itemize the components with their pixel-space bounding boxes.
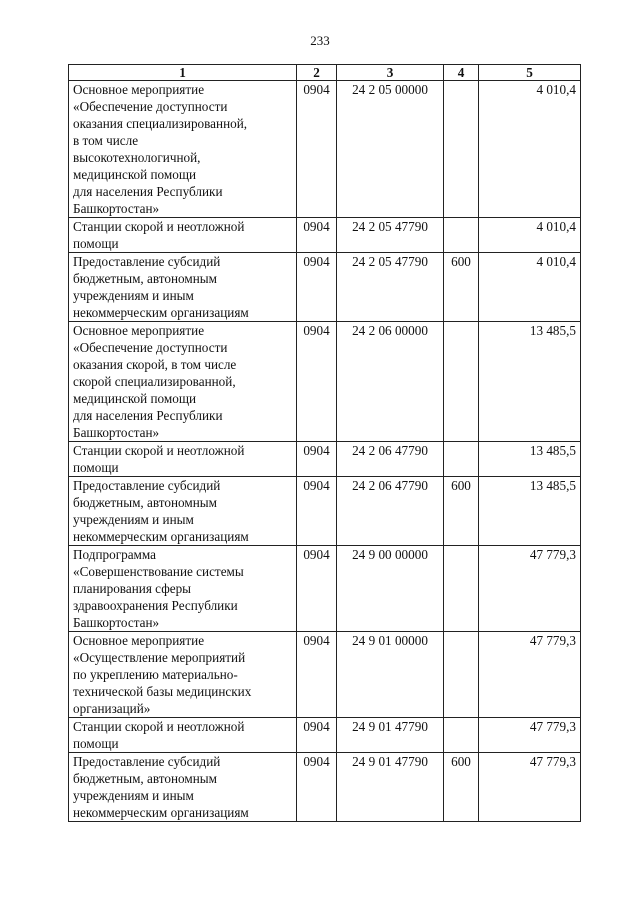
row-csr-cell: 24 2 06 47790 bbox=[337, 477, 444, 546]
col-header-vr: 4 bbox=[444, 65, 479, 81]
row-sum-cell: 13 485,5 bbox=[479, 322, 581, 442]
table-body bbox=[69, 81, 581, 822]
row-vr-cell bbox=[444, 81, 479, 218]
row-sum-cell: 13 485,5 bbox=[479, 442, 581, 477]
row-vr-cell bbox=[444, 322, 479, 442]
row-vr-cell bbox=[444, 218, 479, 253]
row-section-cell: 0904 bbox=[297, 546, 337, 632]
row-name-cell: Подпрограмма «Совершенствование системы планирования сферы здравоохранения Республики Башкортостан» bbox=[69, 546, 297, 632]
table-header-row bbox=[69, 65, 581, 81]
row-section-cell: 0904 bbox=[297, 81, 337, 218]
row-section-cell: 0904 bbox=[297, 253, 337, 322]
row-csr-cell: 24 2 05 00000 bbox=[337, 81, 444, 218]
row-section-cell: 0904 bbox=[297, 718, 337, 753]
table-row bbox=[69, 442, 581, 477]
row-sum-cell: 47 779,3 bbox=[479, 546, 581, 632]
table-row bbox=[69, 718, 581, 753]
row-vr-cell: 600 bbox=[444, 753, 479, 822]
table-row bbox=[69, 477, 581, 546]
table-row bbox=[69, 322, 581, 442]
row-name-cell: Предоставление субсидий бюджетным, автономным учреждениям и иным некоммерческим организациям bbox=[69, 753, 297, 822]
table-row bbox=[69, 253, 581, 322]
row-csr-cell: 24 9 00 00000 bbox=[337, 546, 444, 632]
row-sum-cell: 13 485,5 bbox=[479, 477, 581, 546]
row-csr-cell: 24 2 06 00000 bbox=[337, 322, 444, 442]
row-name-cell: Станции скорой и неотложной помощи bbox=[69, 442, 297, 477]
row-name-cell: Станции скорой и неотложной помощи bbox=[69, 218, 297, 253]
table-row bbox=[69, 218, 581, 253]
table-row bbox=[69, 81, 581, 218]
row-section-cell: 0904 bbox=[297, 442, 337, 477]
table-row bbox=[69, 632, 581, 718]
row-csr-cell: 24 9 01 47790 bbox=[337, 753, 444, 822]
page-number: 233 bbox=[310, 33, 330, 48]
row-section-cell: 0904 bbox=[297, 632, 337, 718]
row-section-cell: 0904 bbox=[297, 753, 337, 822]
row-sum-cell: 4 010,4 bbox=[479, 218, 581, 253]
table-row bbox=[69, 546, 581, 632]
row-csr-cell: 24 9 01 47790 bbox=[337, 718, 444, 753]
row-name-cell: Основное мероприятие «Обеспечение доступности оказания специализированной, в том числе высокотехнологичной, медицинской помощи для населения Республики Башкортостан» bbox=[69, 81, 297, 218]
row-section-cell: 0904 bbox=[297, 322, 337, 442]
row-csr-cell: 24 2 06 47790 bbox=[337, 442, 444, 477]
row-sum-cell: 47 779,3 bbox=[479, 718, 581, 753]
row-name-cell: Основное мероприятие «Обеспечение доступности оказания скорой, в том числе скорой специализированной, медицинской помощи для населения Республики Башкортостан» bbox=[69, 322, 297, 442]
row-vr-cell bbox=[444, 442, 479, 477]
budget-table bbox=[68, 64, 581, 822]
row-section-cell: 0904 bbox=[297, 477, 337, 546]
row-vr-cell: 600 bbox=[444, 477, 479, 546]
col-header-sum: 5 bbox=[479, 65, 581, 81]
row-sum-cell: 47 779,3 bbox=[479, 753, 581, 822]
table-row bbox=[69, 753, 581, 822]
row-vr-cell bbox=[444, 718, 479, 753]
row-csr-cell: 24 9 01 00000 bbox=[337, 632, 444, 718]
row-vr-cell bbox=[444, 632, 479, 718]
col-header-section: 2 bbox=[297, 65, 337, 81]
row-section-cell: 0904 bbox=[297, 218, 337, 253]
row-name-cell: Предоставление субсидий бюджетным, автономным учреждениям и иным некоммерческим организациям bbox=[69, 253, 297, 322]
row-name-cell: Станции скорой и неотложной помощи bbox=[69, 718, 297, 753]
row-sum-cell: 4 010,4 bbox=[479, 253, 581, 322]
row-csr-cell: 24 2 05 47790 bbox=[337, 218, 444, 253]
col-header-csr: 3 bbox=[337, 65, 444, 81]
row-name-cell: Предоставление субсидий бюджетным, автономным учреждениям и иным некоммерческим организациям bbox=[69, 477, 297, 546]
row-vr-cell: 600 bbox=[444, 253, 479, 322]
row-sum-cell: 4 010,4 bbox=[479, 81, 581, 218]
row-vr-cell bbox=[444, 546, 479, 632]
row-name-cell: Основное мероприятие «Осуществление мероприятий по укреплению материально- технической базы медицинских организаций» bbox=[69, 632, 297, 718]
row-csr-cell: 24 2 05 47790 bbox=[337, 253, 444, 322]
col-header-name: 1 bbox=[69, 65, 297, 81]
row-sum-cell: 47 779,3 bbox=[479, 632, 581, 718]
